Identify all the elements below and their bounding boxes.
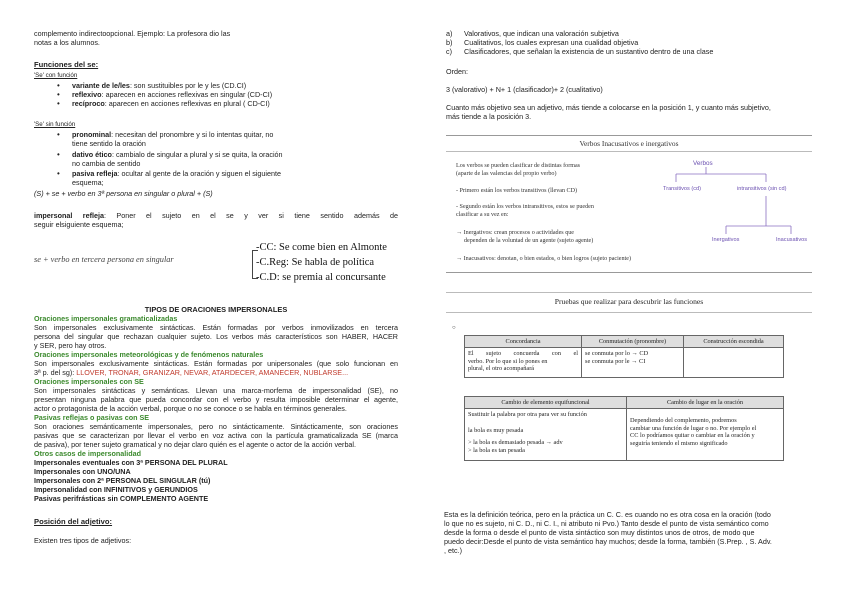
paragraph-line: Son impersonales exclusivamente sintácticas. Están formadas por verbos inmovilizados en tercera	[34, 323, 398, 332]
list-item: • variante de le/les: son sustituibles por le y les (CD.CI)	[72, 81, 246, 90]
section-heading: Pasivas reflejas o pasivas con SE	[34, 413, 150, 422]
scheme-left-text: se + verbo en tercera persona en singular	[34, 255, 174, 264]
verbos-text: clasificar a su vez en:	[456, 212, 509, 218]
scheme-creg: -C.Reg: Se habla de política	[256, 257, 375, 268]
sin-funcion-label: 'Se' sin función	[34, 121, 76, 128]
section-heading: Oraciones impersonales gramaticalizadas	[34, 314, 178, 323]
tree-node: Inacusativos	[776, 237, 808, 243]
table-cell: Sustituir la palabra por otra para ver su función la bola es muy pesada > la bola es demasiado pesada → adv > la bola es tan pesada	[465, 409, 627, 461]
list-item-cont: no cambia de sentido	[72, 159, 141, 168]
tipos-title: TIPOS DE ORACIONES IMPERSONALES	[144, 305, 288, 314]
divider	[446, 312, 812, 313]
adj-item: b) Cualitativos, los cuales expresan una cualidad objetiva	[446, 38, 639, 47]
otros-item: Pasivas perifrásticas sin COMPLEMENTO AGENTE	[34, 494, 209, 503]
funciones-title: Funciones del se:	[34, 60, 99, 69]
verbos-text: (aparte de las valencias del propio verbo)	[456, 171, 557, 177]
pruebas-table-2	[464, 396, 784, 461]
intro-line: notas a los alumnos.	[34, 38, 100, 47]
orden-label: Orden:	[446, 67, 468, 76]
verbos-title: Verbos Inacusativos e inergativos	[579, 139, 679, 148]
tree-node: Inergativos	[712, 237, 740, 243]
con-funcion-label: 'Se' con función	[34, 72, 78, 79]
table-cell: Dependiendo del complemento, podremos cambiar una función de lugar o no. Por ejemplo el CC lo podríamos quitar o cambiar en la oración y seguiría teniendo el mismo significado	[627, 409, 784, 461]
tree-node: intransitivos (sin cd)	[737, 186, 787, 192]
list-item: • pronominal: necesitan del pronombre y si lo intentas quitar, no	[72, 130, 273, 139]
impersonal-refleja-line: seguir elsiguiente esquema;	[34, 220, 124, 229]
scheme-cd: -C.D: se premia al concursante	[256, 272, 386, 283]
paragraph-line: persona del singular que rechazan cualquier sujeto. Los verbos más característicos son HABER, HACER	[34, 332, 398, 341]
table-cell	[684, 348, 784, 378]
otros-item: Impersonales eventuales con 3ª PERSONA DEL PLURAL	[34, 458, 228, 467]
intro-line: complemento indirectoopcional. Ejemplo: La profesora dio las	[34, 29, 231, 38]
paragraph-line: Esta es la definición teórica, pero en la práctica un C. C. es cuando no es otra cosa en la oración (todo	[444, 510, 771, 519]
paragraph-line: lo que no es sujeto, ni C. D., ni C. I., ni atributo ni Pvo.) Tanto desde el punto de vista semántico como	[444, 519, 769, 528]
verbos-text: → Inergativos: crean procesos o actividades que	[456, 230, 574, 236]
paragraph-line: presentan ninguna palabra que pueda concordar con el verbo y resulta imposible determinar el agente,	[34, 395, 398, 404]
scheme-cc: -CC: Se come bien en Almonte	[256, 242, 387, 253]
list-item: • pasiva refleja: ocultar al gente de la oración y siguen el siguiente	[72, 169, 281, 178]
verbos-text: dependen de la voluntad de un agente (sujeto agente)	[464, 238, 594, 244]
table-cell: El sujeto concuerda con el verbo. Por lo que si lo pones en plural, el otro acompañará	[465, 348, 582, 378]
divider	[446, 292, 812, 293]
adj-item: c) Clasificadores, que señalan la existencia de un sustantivo dentro de una clase	[446, 47, 714, 56]
verbos-box	[446, 135, 812, 273]
paragraph-line: Son impersonales exclusivamente sintácticas. Están formadas por unipersonales (que solo funcionan en	[34, 359, 398, 368]
paragraph-line: y SER, pero hay otros.	[34, 341, 107, 350]
pruebas-table-1	[464, 335, 784, 378]
bullet-circle: ○	[452, 325, 456, 331]
pruebas-title: Pruebas que realizar para descubrir las funciones	[554, 297, 704, 306]
cuanto-line: Cuanto más objetivo sea un adjetivo, más tiende a colocarse en la posición 1, y cuanto más subjetivo,	[446, 103, 771, 112]
table-header: Cambio de lugar en la oración	[627, 397, 784, 409]
adj-item: a) Valorativos, que indican una valoración subjetiva	[446, 29, 619, 38]
formula: (S) + se + verbo en 3ª persona en singular o plural + (S)	[34, 189, 213, 198]
cuanto-line: más tiende a la posición 3.	[446, 112, 532, 121]
paragraph-line: puedo decir:Desde el punto de vista semántico hay muchos; desde la forma, también (S.Prep. , S. Adv.	[444, 537, 772, 546]
table-header: Conmutación (pronombre)	[582, 336, 684, 348]
list-item: • dativo ético: cambialo de singular a plural y si se quita, la oración	[72, 150, 283, 159]
paragraph-line: Son impersonales sintácticas y semánticas. Llevan una marca-morfema de impersonalidad (SE), no	[34, 386, 398, 395]
tree-node: Verbos	[693, 160, 713, 167]
impersonal-refleja-line: impersonal refleja: Poner el sujeto en el se y ver si tiene sentido además de	[34, 211, 398, 220]
verbos-text: Los verbos se pueden clasificar de distintas formas	[456, 163, 581, 169]
list-item: • recíproco: aparecen en acciones reflexivas en plural ( CD-CI)	[72, 99, 270, 108]
section-heading: Otros casos de impersonalidad	[34, 449, 142, 458]
table-header: Cambio de elemento equifuncional	[465, 397, 627, 409]
divider	[446, 151, 812, 152]
table-header: Construcción escondida	[684, 336, 784, 348]
list-item-cont: esquema;	[72, 178, 104, 187]
list-item: • reflexivo: aparecen en acciones reflexivas en singular (CD-CI)	[72, 90, 272, 99]
posicion-title: Posición del adjetivo:	[34, 517, 113, 526]
section-heading: Oraciones impersonales meteorológicas y de fenómenos naturales	[34, 350, 264, 359]
posicion-text: Existen tres tipos de adjetivos:	[34, 536, 132, 545]
paragraph-line: de pasiva), por tener sujeto gramatical y no dejar claro quién es el agente o actor de la acción verbal.	[34, 440, 357, 449]
verbos-text: - Segundo están los verbos intransitivos, estos se pueden	[456, 204, 594, 210]
paragraph-line: Son oraciones semánticamente impersonales, pero no sintácticamente. Sintácticamente, son oraciones	[34, 422, 398, 431]
verbos-text: - Primero están los verbos transitivos (llevan CD)	[456, 188, 578, 194]
section-heading: Oraciones impersonales con SE	[34, 377, 144, 386]
paragraph-line: desde la forma o desde el punto de vista sintáctico son muy distintos unos de otros, de modo que	[444, 528, 755, 537]
paragraph-line: actor o protagonista de la acción verbal, porque o no se conoce o se habla en términos generales.	[34, 404, 347, 413]
verbos-text: → Inacusativos: denotan, o bien estados, o bien logros (sujeto paciente)	[456, 256, 631, 262]
paragraph-line: , etc.)	[444, 546, 462, 555]
list-item-cont: tiene sentido la oración	[72, 139, 146, 148]
otros-item: Impersonales con UNO/UNA	[34, 467, 131, 476]
table-cell: se conmuta por lo → CD se conmuta por le → CI	[582, 348, 684, 378]
tree-node: Transitivos (cd)	[663, 186, 702, 192]
paragraph-line: 3ª p. del sg): LLOVER, TRONAR, GRANIZAR, NEVAR, ATARDECER, AMANECER, NUBLARSE...	[34, 368, 349, 377]
otros-item: Impersonalidad con INFINITIVOS y GERUNDIOS	[34, 485, 198, 494]
table-header: Concordancia	[465, 336, 582, 348]
orden-formula: 3 (valorativo) + N+ 1 (clasificador)+ 2 (cualitativo)	[446, 85, 603, 94]
paragraph-line: pasivas que se caracterizan por llevar el verbo en voz activa con la partícula gramaticalizada SE (marca	[34, 431, 398, 440]
otros-item: Impersonales con 2ª PERSONA DEL SINGULAR (tú)	[34, 476, 211, 485]
